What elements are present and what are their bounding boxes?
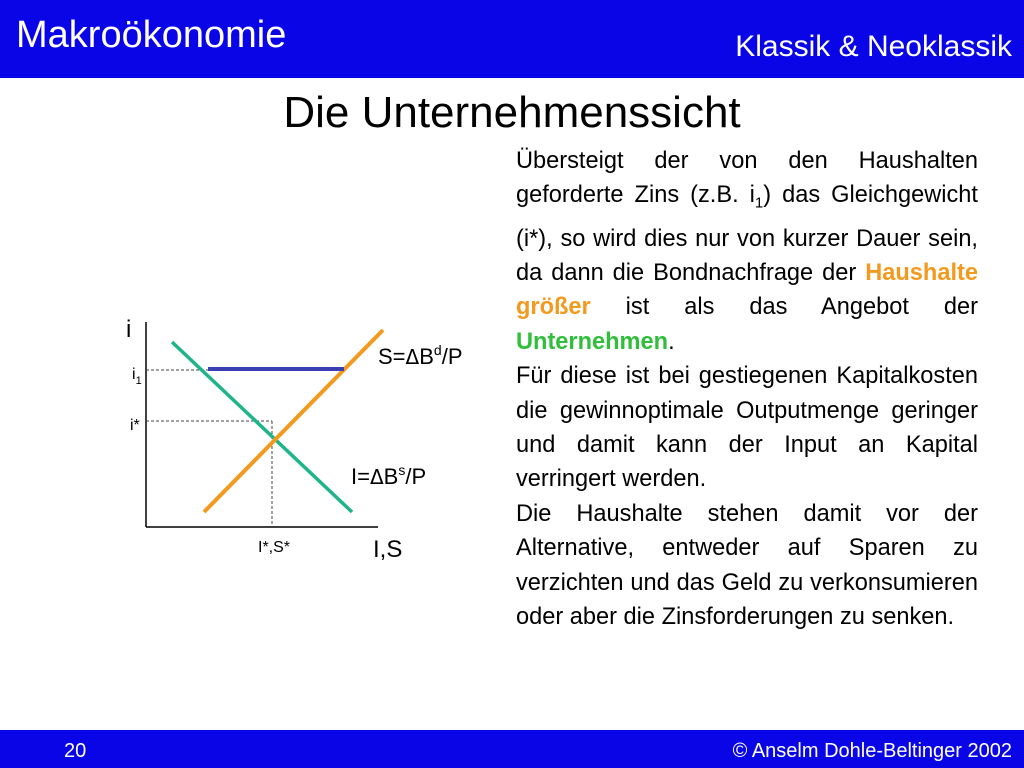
investment-b: B [383, 464, 399, 489]
copyright: © Anselm Dohle-Beltinger 2002 [732, 740, 1012, 762]
x-axis-label: I,S [373, 536, 403, 563]
p1-part-b: ) das Gleichgewicht (i*), so wird dies nur von kurzer Dauer sein, da dann die Bondnachfrage der [516, 182, 978, 286]
header-bar [0, 0, 1024, 78]
course-title: Makroökonomie [16, 14, 287, 56]
p1-subscript: 1 [754, 195, 764, 213]
p1-part-a: Übersteigt der von den Haushalten geforderte Zins (z.B. i [516, 148, 978, 209]
supply-delta: Δ [405, 345, 420, 369]
p1-part-c: ist als das Angebot der [590, 294, 978, 321]
p1-part-d: . [668, 328, 675, 355]
explanation-text [516, 144, 978, 634]
i1-label-sub: 1 [135, 375, 142, 387]
paragraph-2: Für diese ist bei gestiegenen Kapitalkosten die gewinnoptimale Outputmenge geringer und damit kann der Input an Kapital verringert werden. [516, 363, 978, 493]
topic-title: Klassik & Neoklassik [735, 30, 1012, 63]
i1-label-main: i [132, 366, 136, 383]
y-axis-label: i [126, 316, 132, 343]
istar-label: i* [130, 417, 140, 434]
paragraph-3: Die Haushalte stehen damit vor der Alternative, entweder auf Sparen zu verzichten und das Geld zu verkonsumieren oder aber die Zinsforderungen zu senken. [516, 500, 978, 630]
highlight-unternehmen: Unternehmen [516, 328, 669, 355]
investment-sup: s [398, 462, 406, 478]
investment-delta: Δ [369, 465, 384, 489]
supply-sup: d [433, 342, 442, 358]
investment-suffix: /P [405, 464, 427, 489]
equilibrium-label: I*,S* [258, 539, 291, 556]
footer-bar [0, 730, 1024, 768]
supply-suffix: /P [441, 344, 463, 369]
paragraph-1 [516, 144, 978, 359]
slide-title: Die Unternehmenssicht [283, 88, 741, 137]
page-number: 20 [64, 740, 87, 762]
investment-prefix: I= [351, 464, 370, 489]
highlight-haushalte: Haushalte größer [516, 259, 978, 321]
interest-rate-diagram [100, 300, 500, 580]
supply-b: B [419, 344, 434, 369]
investment-curve-label [351, 462, 426, 489]
supply-curve-label [378, 342, 463, 369]
i1-label [132, 366, 142, 387]
supply-prefix: S= [378, 344, 406, 369]
